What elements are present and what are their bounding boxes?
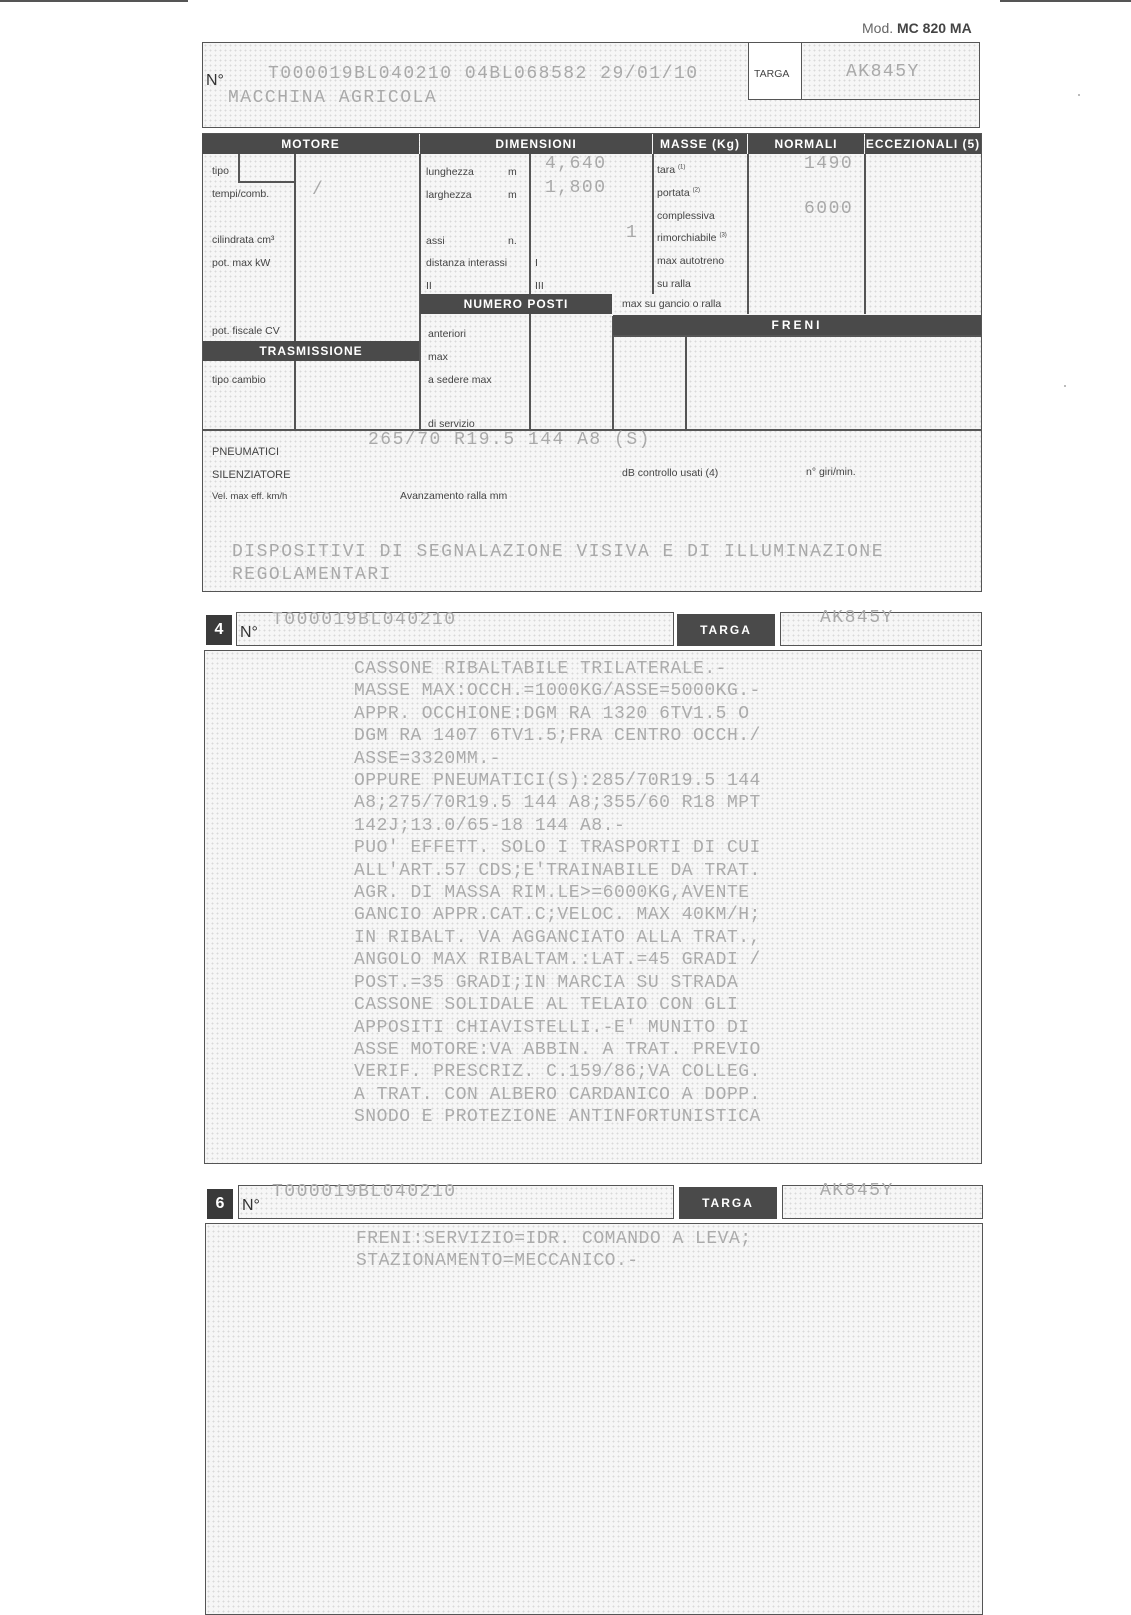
larghezza-value: 1,800 xyxy=(545,178,607,198)
anteriori-label: anteriori xyxy=(428,328,466,340)
lunghezza-value: 4,640 xyxy=(545,154,607,174)
di-servizio-label: di servizio xyxy=(428,418,475,430)
section-4-note-line: ASSE=3320MM.- xyxy=(354,748,501,769)
top-edge-right xyxy=(1000,0,1131,2)
grid-line xyxy=(294,154,296,430)
section-4-note-line: SNODO E PROTEZIONE ANTINFORTUNISTICA xyxy=(354,1107,761,1128)
model-prefix: Mod. xyxy=(862,20,894,36)
section-6-notes xyxy=(356,1228,752,1273)
assi-value: 1 xyxy=(626,223,639,243)
su-ralla-label: su ralla xyxy=(657,278,691,290)
section-6-note-line: STAZIONAMENTO=MECCANICO.- xyxy=(356,1251,639,1272)
eccezionali-header: ECCEZIONALI (5) xyxy=(865,134,981,154)
tara-footnote: (1) xyxy=(678,164,686,171)
dimensioni-header: DIMENSIONI xyxy=(420,134,652,154)
model-name: MC 820 MA xyxy=(897,20,972,36)
margin-mark xyxy=(1064,385,1066,387)
section-2-no-label: N° xyxy=(206,72,224,89)
section-4-targa-value: AK845Y xyxy=(820,608,894,628)
section-4-no-label: N° xyxy=(240,624,258,641)
pneumatici-label: PNEUMATICI xyxy=(212,446,280,458)
section-4-note-line: CASSONE SOLIDALE AL TELAIO CON GLI xyxy=(354,995,739,1016)
tipo-cambio-label: tipo cambio xyxy=(212,374,266,386)
grid-line xyxy=(238,154,240,182)
pot-fiscale-label: pot. fiscale CV xyxy=(212,325,280,337)
freni-header: FRENI xyxy=(613,315,981,335)
section-6-targa-value: AK845Y xyxy=(820,1181,894,1201)
portata-footnote: (2) xyxy=(692,187,700,194)
giri-label: n° giri/min. xyxy=(806,466,856,478)
section-4-note-line: POST.=35 GRADI;IN MARCIA SU STRADA xyxy=(354,972,739,993)
normali-header: NORMALI xyxy=(748,134,864,154)
section-6-doc-number: T000019BL040210 xyxy=(272,1182,457,1202)
pot-max-label: pot. max kW xyxy=(212,257,271,269)
pneumatici-value: 265/70 R19.5 144 A8 (S) xyxy=(368,430,651,450)
section-4-note-line: OPPURE PNEUMATICI(S):285/70R19.5 144 xyxy=(354,771,761,792)
avanzamento-label: Avanzamento ralla mm xyxy=(400,490,508,502)
a-sedere-label: a sedere max xyxy=(428,374,492,386)
section-2-targa-label: TARGA xyxy=(754,68,790,80)
section-4-note-line: IN RIBALT. VA AGGANCIATO ALLA TRAT., xyxy=(354,927,761,948)
motore-header: MOTORE xyxy=(202,134,419,154)
interasse-iii-label: III xyxy=(535,280,544,292)
section-4-note-line: ASSE MOTORE:VA ABBIN. A TRAT. PREVIO xyxy=(354,1039,761,1060)
section-6-targa-label: TARGA xyxy=(679,1187,777,1219)
larghezza-label: larghezza xyxy=(426,189,472,201)
tempi-value: / xyxy=(312,180,325,200)
complessiva-normali-value: 6000 xyxy=(804,199,854,219)
grid-line xyxy=(612,335,982,337)
model-code xyxy=(862,20,972,36)
section-4-note-line: PUO' EFFETT. SOLO I TRASPORTI DI CUI xyxy=(354,838,761,859)
section-2-targa-value: AK845Y xyxy=(846,62,920,82)
db-label: dB controllo usati (4) xyxy=(622,467,719,479)
trasmissione-header: TRASMISSIONE xyxy=(203,341,419,361)
section-4-note-line: 142J;13.0/65-18 144 A8.- xyxy=(354,815,626,836)
interasse-ii-label: II xyxy=(426,280,432,292)
max-autotreno-label: max autotreno xyxy=(657,255,725,267)
section-4-note-line: VERIF. PRESCRIZ. C.159/86;VA COLLEG. xyxy=(354,1062,761,1083)
tara-normali-value: 1490 xyxy=(804,154,854,174)
tipo-label: tipo xyxy=(212,165,229,177)
section-4-notes xyxy=(354,658,761,1129)
section-4-doc-number: T000019BL040210 xyxy=(272,610,457,630)
section-4-note-line: APPR. OCCHIONE:DGM RA 1320 6TV1.5 O xyxy=(354,703,750,724)
tara-text: tara xyxy=(657,164,676,176)
assi-label: assi xyxy=(426,235,445,247)
margin-mark xyxy=(1078,94,1080,96)
vel-max-label: Vel. max eff. km/h xyxy=(212,491,288,502)
rimorchiabile-label xyxy=(657,232,727,244)
section-4-note-line: APPOSITI CHIAVISTELLI.-E' MUNITO DI xyxy=(354,1017,750,1038)
section-6-number: 6 xyxy=(207,1189,233,1219)
masse-header: MASSE (Kg) xyxy=(653,134,747,154)
dispositivi-line-1: DISPOSITIVI DI SEGNALAZIONE VISIVA E DI ILLUMINAZIONE xyxy=(232,542,884,562)
distanza-label: distanza interassi xyxy=(426,257,508,269)
assi-unit: n. xyxy=(508,235,517,247)
grid-line xyxy=(685,336,687,430)
grid-line xyxy=(238,181,294,183)
tara-label xyxy=(657,164,685,176)
interasse-i-label: I xyxy=(535,257,538,269)
section-4-note-line: A8;275/70R19.5 144 A8;355/60 R18 MPT xyxy=(354,793,761,814)
rimorchiabile-text: rimorchiabile xyxy=(657,232,717,244)
grid-line xyxy=(864,154,866,314)
section-4-note-line: A TRAT. CON ALBERO CARDANICO A DOPP. xyxy=(354,1084,761,1105)
section-2-doc-number: T000019BL040210 04BL068582 29/01/10 xyxy=(268,64,699,84)
silenziatore-label: SILENZIATORE xyxy=(212,469,291,481)
numero-posti-header: NUMERO POSTI xyxy=(420,294,612,314)
top-edge xyxy=(0,0,188,2)
section-6-note-line: FRENI:SERVIZIO=IDR. COMANDO A LEVA; xyxy=(356,1229,752,1249)
section-4-note-line: ALL'ART.57 CDS;E'TRAINABILE DA TRAT. xyxy=(354,860,761,881)
section-4-note-line: MASSE MAX:OCCH.=1000KG/ASSE=5000KG.- xyxy=(354,681,761,702)
section-4-number: 4 xyxy=(206,615,232,645)
rimorchiabile-footnote: (3) xyxy=(719,232,727,239)
section-4-note-line: AGR. DI MASSA RIM.LE>=6000KG,AVENTE xyxy=(354,883,750,904)
section-4-note-line: DGM RA 1407 6TV1.5;FRA CENTRO OCCH./ xyxy=(354,726,761,747)
portata-text: portata xyxy=(657,187,690,199)
dispositivi-line-2: REGOLAMENTARI xyxy=(232,565,392,585)
vehicle-type: MACCHINA AGRICOLA xyxy=(228,88,438,108)
max-gancio-label: max su gancio o ralla xyxy=(622,298,722,310)
grid-line xyxy=(747,154,749,314)
grid-line xyxy=(652,154,654,294)
section-4-note-line: ANGOLO MAX RIBALTAM.:LAT.=45 GRADI / xyxy=(354,950,761,971)
section-6-notes-box xyxy=(205,1223,983,1615)
section-6-no-label: N° xyxy=(242,1197,260,1214)
complessiva-label: complessiva xyxy=(657,210,715,222)
lunghezza-label: lunghezza xyxy=(426,166,474,178)
section-4-note-line: CASSONE RIBALTABILE TRILATERALE.- xyxy=(354,659,727,679)
tempi-label: tempi/comb. xyxy=(212,188,270,200)
grid-line xyxy=(529,154,531,430)
posti-max-label: max xyxy=(428,351,448,363)
larghezza-unit: m xyxy=(508,189,517,201)
lunghezza-unit: m xyxy=(508,166,517,178)
cilindrata-label: cilindrata cm³ xyxy=(212,234,275,246)
section-4-targa-label: TARGA xyxy=(677,614,775,646)
section-4-note-line: GANCIO APPR.CAT.C;VELOC. MAX 40KM/H; xyxy=(354,905,761,926)
grid-line xyxy=(419,154,421,430)
portata-label xyxy=(657,187,700,199)
